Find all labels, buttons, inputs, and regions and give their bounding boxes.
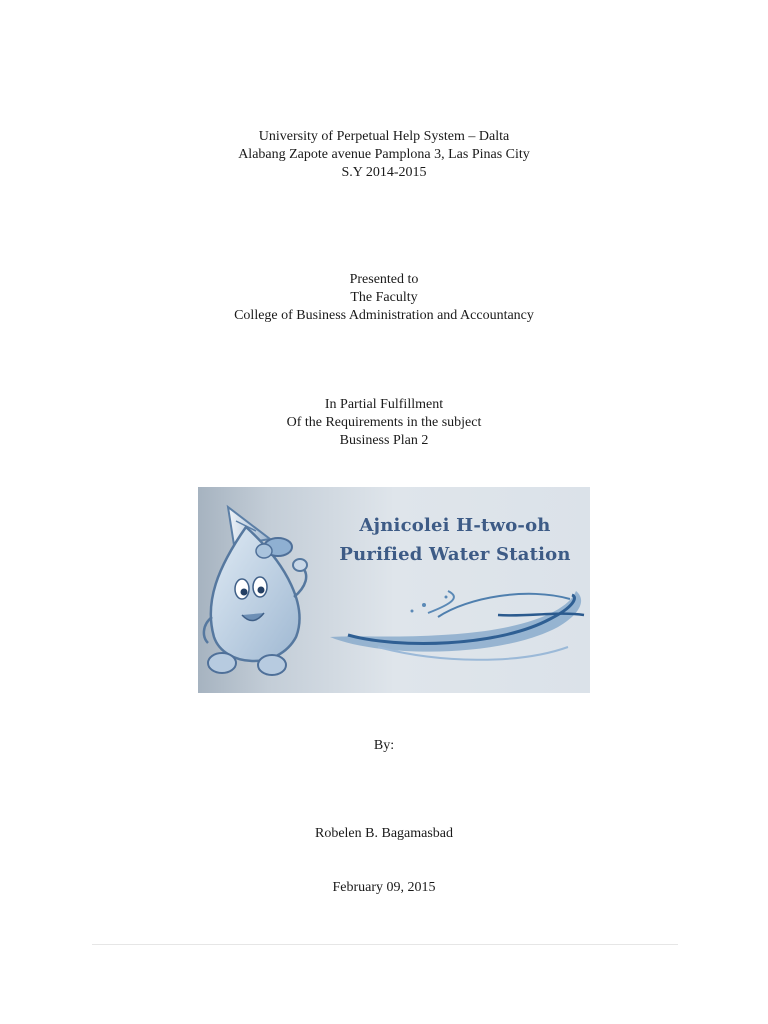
submission-date: February 09, 2015 [332,880,436,895]
faculty-label: The Faculty [350,290,418,305]
business-name: Ajnicolei H-two-oh [359,515,551,536]
business-logo-banner [198,487,590,693]
college-name: College of Business Administration and Accountancy [234,308,534,323]
author-name: Robelen B. Bagamasbad [314,826,454,841]
page-divider [92,944,678,945]
by-label: By: [373,738,395,753]
university-name: University of Perpetual Help System – Dalta [258,129,510,144]
fulfillment-label: In Partial Fulfillment [324,397,444,412]
school-year: S.Y 2014-2015 [341,165,427,180]
institution-block [0,128,768,182]
presented-to-block [0,271,768,325]
water-drop-mascot-icon [204,507,307,675]
presented-to-label: Presented to [349,272,419,287]
fulfillment-block [0,396,768,450]
university-address: Alabang Zapote avenue Pamplona 3, Las Pinas City [238,147,530,162]
requirements-label: Of the Requirements in the subject [286,415,482,430]
business-tagline: Purified Water Station [339,544,571,565]
water-splash-icon [330,591,584,660]
subject-name: Business Plan 2 [339,433,429,448]
